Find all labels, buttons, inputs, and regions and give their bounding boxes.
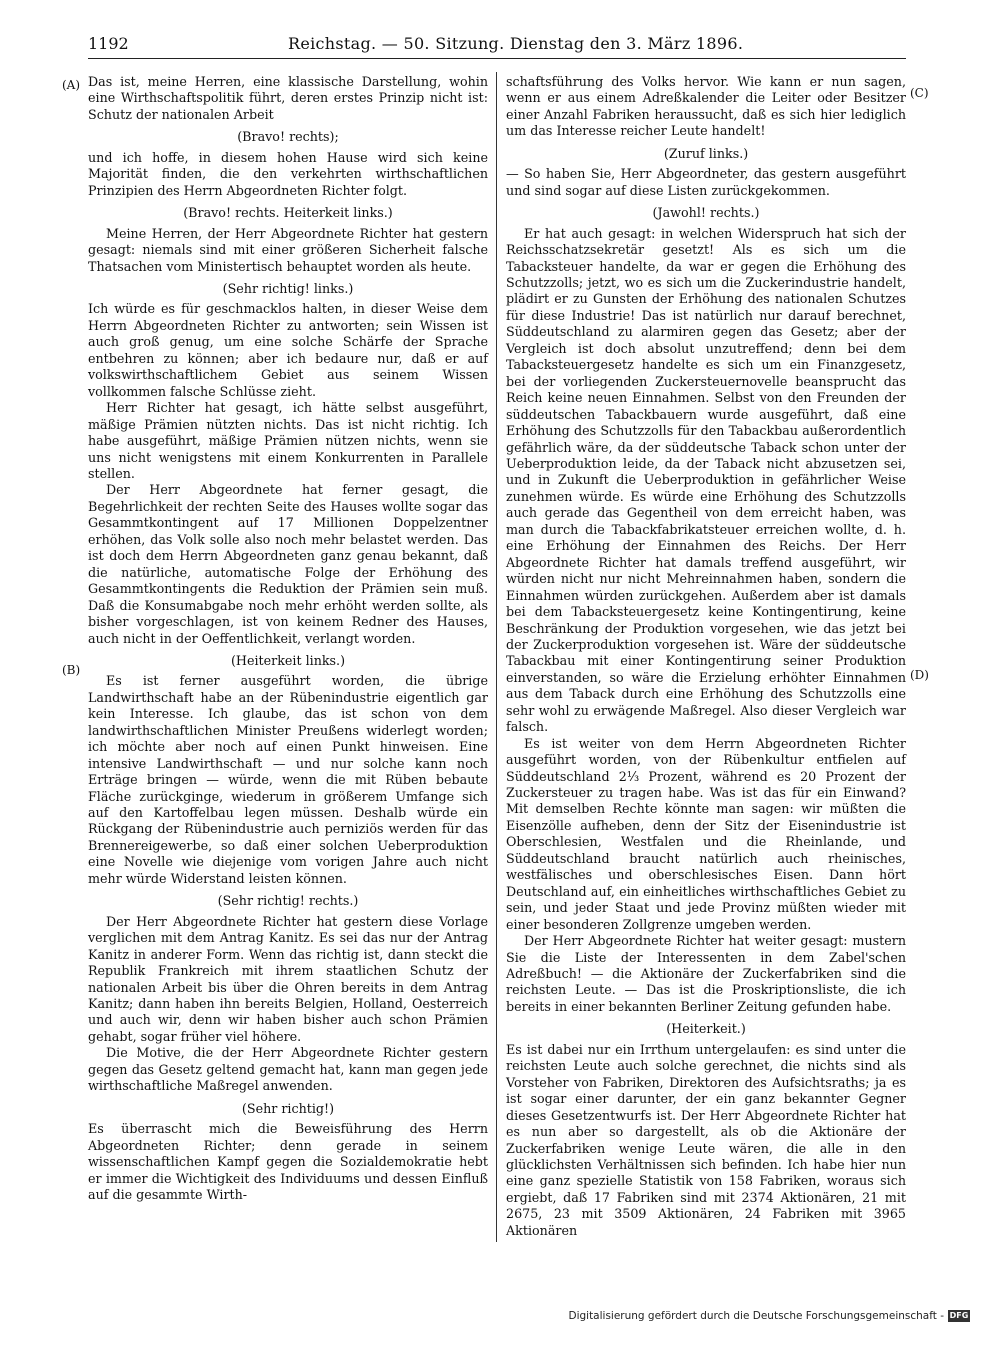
paragraph: Es überrascht mich die Beweisführung des Herrn Abgeordneten Richter; denn gerade in seinem wissenschaftlichen Kampf gegen die Sozialdemokratie hebt er immer die Wichtigkeit des Individuums und dessen Einfluß auf die gesammte Wirth-: [88, 1121, 488, 1202]
margin-letter-d: (D): [910, 668, 929, 682]
paragraph: und ich hoffe, in diesem hohen Hause wird sich keine Majorität finden, die den verkehrten wirthschaftlichen Prinzipien des Herrn Abgeordneten Richter folgt.: [88, 149, 488, 198]
running-title: Reichstag. — 50. Sitzung. Dienstag den 3. März 1896.: [288, 34, 744, 53]
paragraph: Das ist, meine Herren, eine klassische Darstellung, wohin eine Wirthschaftspolitik führt, deren erstes Prinzip nicht ist: Schutz der nationalen Arbeit: [88, 74, 488, 122]
paragraph: — So haben Sie, Herr Abgeordneter, das gestern ausgeführt und sind sogar auf diese Listen zurückgekommen.: [506, 166, 906, 198]
paragraph: Es ist ferner ausgeführt worden, die übrige Landwirthschaft habe an der Rübenindustrie eigentlich gar kein Interesse. Ich glaube, das ist schon von dem landwirthschaftlichen Minister Preußens widerlegt worden; ich möchte aber noch auf einen Punkt hinweisen. Eine intensive Landwirthschaft — und nur solche kann noch Erträge bringen — würde, wenn die mit Rüben bebaute Fläche zurückginge, wiederum in größerem Umfange sich auf den Kartoffelbau legen müssen. Deshalb würde ein Rückgang der Rübenindustrie auch perniziös werden für das Brennereigewerbe, so daß einer solchen Ueberproduktion eine Novelle wie diejenige vom vorigen Jahre auch nicht mehr würde Widerstand leisten können.: [88, 673, 488, 886]
paragraph: schaftsführung des Volks hervor. Wie kann er nun sagen, wenn er aus einem Adreßkalender die Leiter oder Besitzer einer Anzahl Fabriken heraussucht, daß es sich hier lediglich um das Interesse reicher Leute handelt!: [506, 74, 906, 139]
paragraph: Es ist weiter von dem Herrn Abgeordneten Richter ausgeführt worden, von der Rübenkultur entfielen auf Süddeutschland 2⅓ Prozent, während es 20 Prozent der Zuckersteuer zu tragen habe. Was ist das für ein Einwand? Mit demselben Rechte könnte man sagen: wir müßten die Eisenzölle aufheben, denn der Sitz der Eisenindustrie ist Oberschlesien, Westfalen und die Rheinlande, und Süddeutschland braucht natürlich auch rheinisches, westfälisches und oberschlesisches Eisen. Dann hört Deutschland auf, ein einheitliches wirthschaftliches Gebiet zu sein, und jeder Staat und jede Provinz müßten wieder mit einer besonderen Zollgrenze umgeben werden.: [506, 735, 906, 932]
footer-text: Digitalisierung gefördert durch die Deutsche Forschungsgemeinschaft -: [568, 1310, 944, 1322]
paragraph: Herr Richter hat gesagt, ich hätte selbst ausgeführt, mäßige Prämien nützten nichts. Das ist nicht richtig. Ich habe ausgeführt, mäßige Prämien nützen nichts, wenn sie uns nicht wenigstens mit einem Konkurrenten in Parallele stellen.: [88, 400, 488, 481]
paragraph: Er hat auch gesagt: in welchen Widerspruch hat sich der Reichsschatzsekretär gesetzt! Als es sich um die Tabacksteuer handelte, da war er gegen die Erhöhung des Schutzzolls; jetzt, wo es sich um die Zuckerindustrie handelt, plädirt er zu Gunsten der Erhöhung des nationalen Schutzes für diese Industrie! Das ist natürlich nur darauf berechnet, Süddeutschland zu alarmiren gegen das Gesetz; aber der Vergleich ist doch absolut unzutreffend; denn bei dem Tabacksteuergesetz handelte es sich um ein Finanzgesetz, bei der vorliegenden Zuckersteuernovelle beansprucht das Reich keine neuen Einnahmen. Selbst von den Freunden der süddeutschen Tabackbauern wurde ausgeführt, daß eine Erhöhung des Schutzzolls für den Tabackbau außerordentlich gefährlich wäre, da der süddeutsche Taback schon unter der Ueberproduktion leide, da der Taback nicht abzusetzen sei, und in Zukunft die Ueberproduktion in gefährlicher Weise zunehmen würde. Es würde eine Erhöhung des Schutzzolls auch gerade das Gegentheil von dem erreicht haben, was man durch die Tabackfabrikatsteuer erreichen wollte, d. h. eine Erhöhung der Einnahmen des Reichs. Der Herr Abgeordnete Richter hat damals treffend ausgeführt, wir würden nicht nur nicht Mehreinnahmen haben, sondern die Einnahmen würden zurückgehen. Außerdem aber ist damals bei dem Tabacksteuergesetz keine Kontingentirung, keine Beschränkung der Produktion vorgesehen, wie das jetzt bei der Zuckerproduktion vorgesehen ist. Wäre der süddeutsche Tabackbau mit einer Kontingentirung seiner Produktion einverstanden, so wäre die Erzielung erhöhter Einnahmen aus dem Taback durch eine Erhöhung des Schutzzolls eine sehr wohl zu erwägende Maßregel. Also dieser Vergleich war falsch.: [506, 225, 906, 735]
left-column: [88, 74, 488, 1203]
page-number: 1192: [88, 34, 129, 53]
paragraph: Die Motive, die der Herr Abgeordnete Richter gestern gegen das Gesetz geltend gemacht hat, kann man gegen jede wirthschaftliche Maßregel anwenden.: [88, 1045, 488, 1094]
paragraph: Meine Herren, der Herr Abgeordnete Richter hat gestern gesagt: niemals sind mit einer größeren Sicherheit falsche Thatsachen vom Ministertisch behauptet worden als heute.: [88, 225, 488, 274]
interjection: (Heiterkeit.): [666, 1021, 746, 1037]
right-column: [506, 74, 906, 1239]
paragraph: Der Herr Abgeordnete Richter hat weiter gesagt: mustern Sie die Liste der Interessenten in dem Zabel'schen Adreßbuch! — die Aktionäre der Zuckerfabriken sind die reichsten Leute. — Das ist die Proskriptionsliste, die ich bereits in einer bekannten Berliner Zeitung gefunden habe.: [506, 933, 906, 1014]
paragraph: Es ist dabei nur ein Irrthum untergelaufen: es sind unter die reichsten Leute auch solche gerechnet, die nichts sind als Vorsteher von Fabriken, Direktoren des Aufsichtsraths; ja es ist sogar einer darunter, der ein ganz bekannter Gegner dieses Gesetzentwurfs ist. Der Herr Abgeordnete Richter hat es nun aber so dargestellt, als ob die Aktionäre der Zuckerfabriken wenige Leute wären, die alle in den glücklichsten Verhältnissen sich befinden. Ich habe hier nun eine ganz spezielle Statistik von 158 Fabriken, woraus sich ergiebt, daß 17 Fabriken sind mit 2374 Aktionären, 21 mit 2675, 23 mit 3509 Aktionären, 24 Fabriken mit 3965 Aktionären: [506, 1041, 906, 1238]
column-divider: [496, 72, 497, 1242]
header-rule: [88, 58, 906, 59]
interjection: (Heiterkeit links.): [230, 652, 346, 668]
interjection: (Bravo! rechts);: [237, 129, 339, 145]
page-header: [88, 30, 906, 58]
paragraph: Ich würde es für geschmacklos halten, in dieser Weise dem Herrn Abgeordneten Richter zu antworten; sein Wissen ist auch groß genug, um eine solche Schärfe der Sprache entbehren zu können; aber ich bedaure nur, daß er auf volkswirthschaftlichem Gebiet aus seinem Wissen vollkommen falsche Schlüsse zieht.: [88, 301, 488, 399]
interjection: (Sehr richtig!): [241, 1100, 335, 1116]
interjection: (Sehr richtig! links.): [222, 280, 354, 296]
margin-letter-c: (C): [910, 86, 929, 100]
margin-letter-a: (A): [62, 78, 81, 92]
interjection: (Zuruf links.): [663, 145, 749, 161]
interjection: (Sehr richtig! rechts.): [217, 893, 359, 909]
interjection: (Bravo! rechts. Heiterkeit links.): [183, 205, 393, 221]
footer: [568, 1310, 970, 1322]
paragraph: Der Herr Abgeordnete hat ferner gesagt, die Begehrlichkeit der rechten Seite des Hauses wollte sogar das Gesammtkontingent auf 17 Millionen Doppelzentner erhöhen, das Volk solle also noch mehr belastet werden. Das ist doch dem Herrn Abgeordneten ganz genau bekannt, daß die natürliche, automatische Folge der Erhöhung des Gesammtkontingents die Reduktion der Prämien sein muß. Daß die Konsumabgabe noch mehr erhöht werden sollte, als bisher vorgeschlagen, ist von keinem Redner des Hauses, auch nicht in der Oeffentlichkeit, verlangt worden.: [88, 482, 488, 646]
dfg-logo: DFG: [949, 1311, 969, 1320]
paragraph: Der Herr Abgeordnete Richter hat gestern diese Vorlage verglichen mit dem Antrag Kanitz. Es sei das nur der Antrag Kanitz in anderer Form. Wenn das richtig ist, dann steckt die Republik Frankreich mit ihrem staatlichen Schutz der nationalen Arbeit bis über die Ohren bereits in dem Antrag Kanitz; dann haben ihn bereits Belgien, Holland, Oesterreich und auch wir, denn wir haben bisher auch schon Prämien gehabt, sogar früher viel höhere.: [88, 913, 488, 1044]
interjection: (Jawohl! rechts.): [652, 205, 760, 221]
margin-letter-b: (B): [62, 663, 81, 677]
